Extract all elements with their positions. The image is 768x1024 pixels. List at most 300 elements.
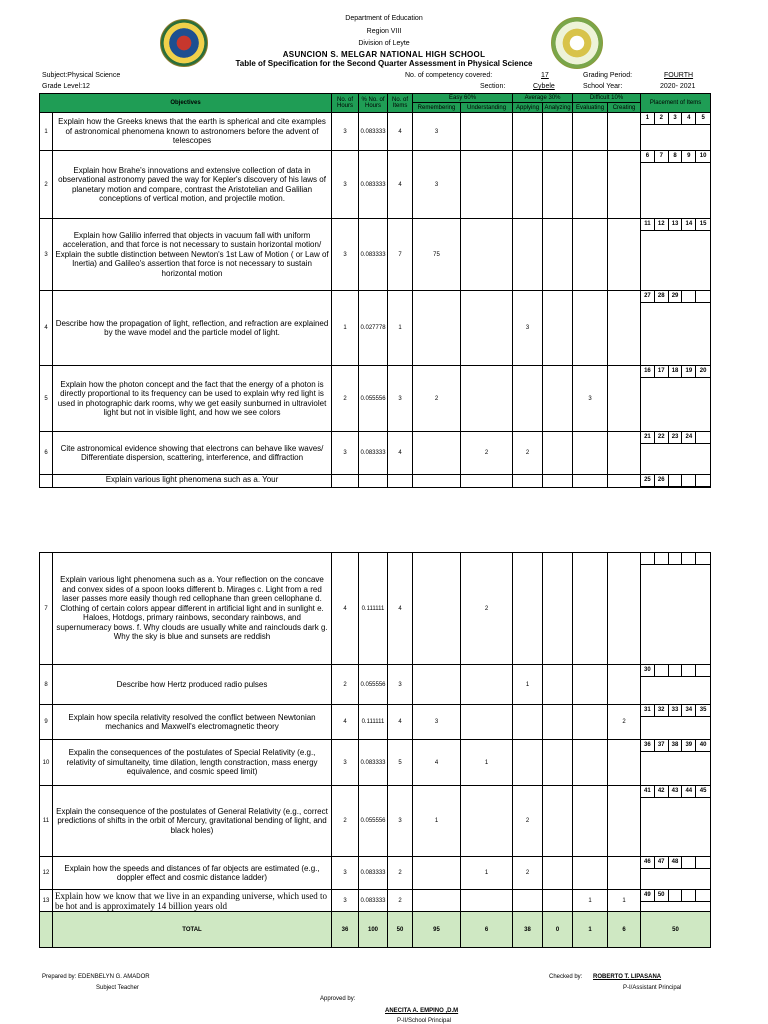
- row-number: 12: [40, 857, 53, 890]
- evaluating-value: 1: [573, 890, 608, 912]
- placement-number: 30: [641, 665, 655, 677]
- placement-number: 39: [682, 740, 696, 752]
- placement-number: [669, 665, 683, 677]
- items-value: 7: [388, 219, 413, 291]
- applying-value: [513, 151, 543, 219]
- hours-value: 3: [332, 432, 359, 475]
- objective-text: Explain how the Greeks knews that the earth is spherical and cite examples of astronomical phenomena known to astronomers before the advent of telescopes: [53, 113, 332, 151]
- remembering-value: [413, 665, 461, 705]
- col-easy: Easy 60%: [413, 94, 513, 103]
- col-hours: No. of Hours: [332, 94, 359, 113]
- placement-number: [682, 553, 696, 565]
- header-region: Region VIII: [366, 28, 402, 35]
- checked-label: Checked by:: [549, 974, 583, 980]
- pct-hours-value: 0.083333: [359, 113, 388, 151]
- placement-number: 27: [641, 291, 655, 303]
- section-label: Section:: [480, 83, 506, 90]
- placement-number: 2: [655, 113, 669, 125]
- understanding-value: [461, 219, 513, 291]
- understanding-value: [461, 705, 513, 740]
- placement-number: 49: [641, 890, 655, 902]
- pct-hours-value: 0.083333: [359, 890, 388, 912]
- pct-hours-value: 0.083333: [359, 857, 388, 890]
- approved-role: P-II/School Principal: [397, 1018, 452, 1024]
- empty-cell: [413, 475, 461, 488]
- table-row: [40, 553, 711, 665]
- applying-value: 3: [513, 291, 543, 366]
- placement-number: 8: [669, 151, 683, 163]
- placement-cell: [641, 432, 711, 475]
- hours-value: 3: [332, 740, 359, 786]
- creating-value: [608, 113, 641, 151]
- items-value: 3: [388, 366, 413, 432]
- placement-number: 50: [655, 890, 669, 902]
- header-dept: Department of Education: [345, 15, 423, 22]
- pct-hours-value: 0.083333: [359, 740, 388, 786]
- placement-number: 38: [669, 740, 683, 752]
- col-items: No. of Items: [388, 94, 413, 113]
- placement-number: 7: [655, 151, 669, 163]
- prepared-role: Subject Teacher: [96, 985, 139, 991]
- placement-number: 13: [669, 219, 683, 231]
- items-value: 2: [388, 890, 413, 912]
- pct-hours-value: 0.083333: [359, 219, 388, 291]
- subject-label: Subject:Physical Science: [42, 72, 121, 79]
- pct-hours-value: 0.111111: [359, 705, 388, 740]
- row-number: 1: [40, 113, 53, 151]
- placement-cell: [641, 740, 711, 786]
- placement-number: 16: [641, 366, 655, 378]
- evaluating-value: [573, 705, 608, 740]
- remembering-value: 2: [413, 366, 461, 432]
- row-number: 7: [40, 553, 53, 665]
- understanding-value: 1: [461, 857, 513, 890]
- placement-number: 10: [696, 151, 710, 163]
- pct-hours-value: 0.027778: [359, 291, 388, 366]
- row-number: 11: [40, 786, 53, 857]
- placement-number: 22: [655, 432, 669, 444]
- understanding-value: [461, 113, 513, 151]
- evaluating-value: [573, 432, 608, 475]
- placement-number: [682, 890, 696, 902]
- remembering-value: [413, 857, 461, 890]
- hours-value: 3: [332, 219, 359, 291]
- items-value: 3: [388, 786, 413, 857]
- placement-number: [696, 291, 710, 303]
- objective-text: Explain how the speeds and distances of far objects are estimated (e.g., doppler effect and cosmic distance ladder): [53, 857, 332, 890]
- analyzing-value: [543, 786, 573, 857]
- placement-number: 23: [669, 432, 683, 444]
- placement-cell: [641, 705, 711, 740]
- applying-value: [513, 553, 543, 665]
- placement-number: 36: [641, 740, 655, 752]
- placement-number: [655, 665, 669, 677]
- placement-number: 19: [682, 366, 696, 378]
- placement-cell: [641, 366, 711, 432]
- placement-number: [669, 553, 683, 565]
- col-difficult: Difficult 10%: [573, 94, 641, 103]
- school-year-label: School Year:: [583, 83, 623, 90]
- table-row: [40, 113, 711, 151]
- col-applying: Applying: [513, 103, 543, 113]
- applying-value: [513, 219, 543, 291]
- placement-cell: [641, 475, 711, 488]
- placement-number: [696, 553, 710, 565]
- placement-number: [696, 475, 710, 487]
- creating-value: 2: [608, 705, 641, 740]
- specification-table-page2: [39, 552, 711, 948]
- empty-cell: [332, 475, 359, 488]
- understanding-value: [461, 151, 513, 219]
- applying-value: [513, 890, 543, 912]
- placement-number: 43: [669, 786, 683, 798]
- placement-cell: [641, 786, 711, 857]
- placement-cell: [641, 151, 711, 219]
- approved-label: Approved by:: [320, 996, 356, 1002]
- objective-text: Explain how we know that we live in an expanding universe, which used to be hot and is approximately 14 billion years old: [53, 890, 332, 912]
- row-number: 2: [40, 151, 53, 219]
- analyzing-value: [543, 890, 573, 912]
- objective-text: Cite astronomical evidence showing that electrons can behave like waves/ Differentiate dispersion, scattering, interference, and diffraction: [53, 432, 332, 475]
- objective-text: Explain how the photon concept and the fact that the energy of a photon is directly proportional to its frequency can be used to explain why red light is used in photographic dark rooms, why we get easily sunburned in ultraviolet light but not in visible light, and how we see colors: [53, 366, 332, 432]
- total-understanding: 6: [461, 912, 513, 948]
- placement-number: [696, 857, 710, 869]
- placement-number: [669, 475, 683, 487]
- placement-cell: [641, 219, 711, 291]
- applying-value: 2: [513, 786, 543, 857]
- col-creating: Creating: [608, 103, 641, 113]
- table-row: [40, 740, 711, 786]
- pct-hours-value: 0.055556: [359, 366, 388, 432]
- table-row: [40, 705, 711, 740]
- placement-number: 9: [682, 151, 696, 163]
- placement-number: 14: [682, 219, 696, 231]
- pct-hours-value: 0.083333: [359, 151, 388, 219]
- empty-cell: [513, 475, 543, 488]
- pct-hours-value: 0.055556: [359, 786, 388, 857]
- analyzing-value: [543, 553, 573, 665]
- remembering-value: 3: [413, 151, 461, 219]
- analyzing-value: [543, 219, 573, 291]
- empty-cell: [543, 475, 573, 488]
- understanding-value: [461, 366, 513, 432]
- items-value: 3: [388, 665, 413, 705]
- understanding-value: [461, 786, 513, 857]
- total-label: TOTAL: [53, 912, 332, 948]
- analyzing-value: [543, 366, 573, 432]
- remembering-value: 3: [413, 113, 461, 151]
- col-evaluating: Evaluating: [573, 103, 608, 113]
- analyzing-value: [543, 665, 573, 705]
- remembering-value: 1: [413, 786, 461, 857]
- total-hours: 36: [332, 912, 359, 948]
- placement-number: 1: [641, 113, 655, 125]
- col-pct-hours: % No. of Hours: [359, 94, 388, 113]
- col-average: Average 30%: [513, 94, 573, 103]
- col-analyzing: Analyzing: [544, 104, 571, 111]
- total-placement: 50: [641, 912, 711, 948]
- creating-value: 1: [608, 890, 641, 912]
- specification-table-page1: [39, 93, 711, 488]
- items-value: 4: [388, 113, 413, 151]
- school-year-value: 2020- 2021: [660, 83, 696, 90]
- empty-cell: [573, 475, 608, 488]
- placement-number: 20: [696, 366, 710, 378]
- placement-number: 34: [682, 705, 696, 717]
- placement-cell: [641, 553, 711, 665]
- table-head-row: [40, 94, 711, 103]
- placement-cell: [641, 857, 711, 890]
- analyzing-value: [543, 740, 573, 786]
- applying-value: 1: [513, 665, 543, 705]
- header-title: Table of Specification for the Second Quarter Assessment in Physical Science: [235, 59, 533, 68]
- placement-number: [682, 665, 696, 677]
- row-number: 9: [40, 705, 53, 740]
- evaluating-value: [573, 151, 608, 219]
- objective-text: Explain the consequence of the postulates of General Relativity (e.g., correct predictions of shifts in the orbit of Mercury, gravitational bending of light, and black holes): [53, 786, 332, 857]
- placement-number: 29: [669, 291, 683, 303]
- row-number: 6: [40, 432, 53, 475]
- evaluating-value: [573, 665, 608, 705]
- objective-text: Explain how specila relativity resolved the conflict between Newtonian mechanics and Maxwell's electromagnetic theory: [53, 705, 332, 740]
- total-pct: 100: [359, 912, 388, 948]
- total-items: 50: [388, 912, 413, 948]
- applying-value: [513, 113, 543, 151]
- section-value: Cybele: [533, 83, 555, 90]
- table-row: [40, 366, 711, 432]
- row-number: 4: [40, 291, 53, 366]
- placement-number: [682, 475, 696, 487]
- analyzing-value: [543, 113, 573, 151]
- grading-period-value: FOURTH: [664, 72, 694, 79]
- table-row: [40, 219, 711, 291]
- placement-number: 18: [669, 366, 683, 378]
- row-number: 5: [40, 366, 53, 432]
- remembering-value: 75: [413, 219, 461, 291]
- total-spacer: [40, 912, 53, 948]
- table-row: [40, 786, 711, 857]
- placement-number: 46: [641, 857, 655, 869]
- table-row: [40, 291, 711, 366]
- objective-text: Explain various light phenomena such as a. Your: [53, 475, 332, 488]
- analyzing-value: [543, 705, 573, 740]
- remembering-value: [413, 432, 461, 475]
- creating-value: [608, 432, 641, 475]
- creating-value: [608, 366, 641, 432]
- creating-value: [608, 219, 641, 291]
- placement-cell: [641, 291, 711, 366]
- total-analyzing: 0: [543, 912, 573, 948]
- placement-number: 44: [682, 786, 696, 798]
- items-value: 2: [388, 857, 413, 890]
- placement-number: 11: [641, 219, 655, 231]
- hours-value: 3: [332, 151, 359, 219]
- placement-number: 5: [696, 113, 710, 125]
- table-row: [40, 890, 711, 912]
- analyzing-value: [543, 151, 573, 219]
- items-value: 4: [388, 432, 413, 475]
- approved-name: ANECITA A. EMPINO ,D.M: [385, 1008, 459, 1014]
- understanding-value: [461, 890, 513, 912]
- items-value: 4: [388, 151, 413, 219]
- total-row: [40, 912, 711, 948]
- applying-value: [513, 740, 543, 786]
- col-placement: Placement of Items: [641, 94, 711, 113]
- hours-value: 2: [332, 786, 359, 857]
- placement-number: 47: [655, 857, 669, 869]
- empty-cell: [388, 475, 413, 488]
- table-row: [40, 432, 711, 475]
- placement-number: [641, 553, 655, 565]
- row-number: 13: [40, 890, 53, 912]
- understanding-value: 2: [461, 432, 513, 475]
- competency-value: 17: [541, 72, 549, 79]
- evaluating-value: [573, 786, 608, 857]
- table-row: [40, 857, 711, 890]
- evaluating-value: 3: [573, 366, 608, 432]
- placement-number: 42: [655, 786, 669, 798]
- empty-cell: [461, 475, 513, 488]
- placement-number: 41: [641, 786, 655, 798]
- evaluating-value: [573, 219, 608, 291]
- placement-number: [682, 291, 696, 303]
- placement-number: [696, 432, 710, 444]
- checked-role: P-I/Assistant Principal: [623, 985, 682, 991]
- creating-value: [608, 151, 641, 219]
- total-remembering: 95: [413, 912, 461, 948]
- row-number: 8: [40, 665, 53, 705]
- evaluating-value: [573, 553, 608, 665]
- placement-cell: [641, 665, 711, 705]
- placement-cell: [641, 113, 711, 151]
- pct-hours-value: 0.055556: [359, 665, 388, 705]
- placement-number: 28: [655, 291, 669, 303]
- objective-text: Describe how Hertz produced radio pulses: [53, 665, 332, 705]
- grading-period-label: Grading Period:: [583, 72, 633, 79]
- understanding-value: 1: [461, 740, 513, 786]
- hours-value: 4: [332, 553, 359, 665]
- creating-value: [608, 553, 641, 665]
- row-number: 3: [40, 219, 53, 291]
- applying-value: [513, 705, 543, 740]
- placement-number: 26: [655, 475, 669, 487]
- placement-number: 3: [669, 113, 683, 125]
- remembering-value: [413, 890, 461, 912]
- placement-number: 24: [682, 432, 696, 444]
- creating-value: [608, 857, 641, 890]
- empty-cell: [359, 475, 388, 488]
- placement-number: [682, 857, 696, 869]
- hours-value: 4: [332, 705, 359, 740]
- placement-number: 35: [696, 705, 710, 717]
- creating-value: [608, 740, 641, 786]
- placement-number: 25: [641, 475, 655, 487]
- analyzing-value: [543, 432, 573, 475]
- row-number: 10: [40, 740, 53, 786]
- prepared-by: Prepared by: EDENBELYN G. AMADOR: [42, 974, 150, 980]
- applying-value: [513, 366, 543, 432]
- col-objectives: Objectives: [40, 94, 332, 113]
- evaluating-value: [573, 291, 608, 366]
- analyzing-value: [543, 857, 573, 890]
- placement-number: 33: [669, 705, 683, 717]
- applying-value: 2: [513, 432, 543, 475]
- pct-hours-value: 0.111111: [359, 553, 388, 665]
- hours-value: 1: [332, 291, 359, 366]
- remembering-value: 3: [413, 705, 461, 740]
- analyzing-value: [543, 291, 573, 366]
- col-understanding: Understanding: [461, 103, 513, 113]
- understanding-value: [461, 291, 513, 366]
- applying-value: 2: [513, 857, 543, 890]
- hours-value: 2: [332, 665, 359, 705]
- placement-number: 17: [655, 366, 669, 378]
- competency-label: No. of competency covered:: [405, 72, 493, 79]
- table-row: [40, 151, 711, 219]
- creating-value: [608, 665, 641, 705]
- placement-number: 45: [696, 786, 710, 798]
- placement-number: 37: [655, 740, 669, 752]
- remembering-value: 4: [413, 740, 461, 786]
- placement-number: [669, 890, 683, 902]
- total-applying: 38: [513, 912, 543, 948]
- header-division: Division of Leyte: [358, 40, 410, 47]
- objective-text: Expalin the consequences of the postulates of Special Relativity (e.g., relativity of simultaneity, time dilation, length constraction, mass energy equivalence, and cosmic speed limit): [53, 740, 332, 786]
- hours-value: 2: [332, 366, 359, 432]
- total-creating: 6: [608, 912, 641, 948]
- objective-text: Explain various light phenomena such as a. Your reflection on the concave and convex sides of a spoon looks different b. Mirages c. Light from a red laser passes more easily though red cellophane than green cellophane d. Clothing of certain colors appear different in artificial light and in sunlight e. Haloes, Hotdogs, primary rainbows, secondary rainbows, and supernumeracy bows. f. Why clouds are usually white and rainclouds dark g. Why the sky is blue and sunsets are reddish: [53, 553, 332, 665]
- checked-name: ROBERTO T. LIPASANA: [593, 974, 662, 980]
- hours-value: 3: [332, 857, 359, 890]
- items-value: 4: [388, 553, 413, 665]
- placement-number: 12: [655, 219, 669, 231]
- objective-text: Explain how Galilio inferred that objects in vacuum fall with uniform acceleration, and that force is not necessary to sustain horizontal motion/ Explain the subtle distinction between Newton's 1st Law of Motion ( or Law of Inertia) and Galileo's assertion that force is not necessary to sustain horizontal motion: [53, 219, 332, 291]
- understanding-value: [461, 665, 513, 705]
- placement-number: 31: [641, 705, 655, 717]
- hours-value: 3: [332, 890, 359, 912]
- header-school: ASUNCION S. MELGAR NATIONAL HIGH SCHOOL: [282, 50, 486, 59]
- row-number: [40, 475, 53, 488]
- col-remembering: Remembering: [413, 103, 461, 113]
- objective-text: Describe how the propagation of light, reflection, and refraction are explained by the wave model and the particle model of light.: [53, 291, 332, 366]
- items-value: 1: [388, 291, 413, 366]
- total-evaluating: 1: [573, 912, 608, 948]
- evaluating-value: [573, 740, 608, 786]
- placement-number: 40: [696, 740, 710, 752]
- table-row: [40, 665, 711, 705]
- placement-number: [696, 890, 710, 902]
- placement-number: 21: [641, 432, 655, 444]
- placement-number: 4: [682, 113, 696, 125]
- placement-number: 6: [641, 151, 655, 163]
- items-value: 5: [388, 740, 413, 786]
- understanding-value: 2: [461, 553, 513, 665]
- placement-number: [696, 665, 710, 677]
- grade-label: Grade Level:12: [42, 83, 90, 90]
- creating-value: [608, 786, 641, 857]
- placement-number: 48: [669, 857, 683, 869]
- pct-hours-value: 0.083333: [359, 432, 388, 475]
- hours-value: 3: [332, 113, 359, 151]
- placement-number: 32: [655, 705, 669, 717]
- empty-cell: [608, 475, 641, 488]
- evaluating-value: [573, 113, 608, 151]
- remembering-value: [413, 291, 461, 366]
- creating-value: [608, 291, 641, 366]
- remembering-value: [413, 553, 461, 665]
- objective-text: Explain how Brahe's innovations and extensive collection of data in observational astronomy paved the way for Kepler's discovery of his laws of planetary motion and compare, contrast the Aristotelian and Galilian conceptions of vertical motion, and projectile motion.: [53, 151, 332, 219]
- placement-number: [655, 553, 669, 565]
